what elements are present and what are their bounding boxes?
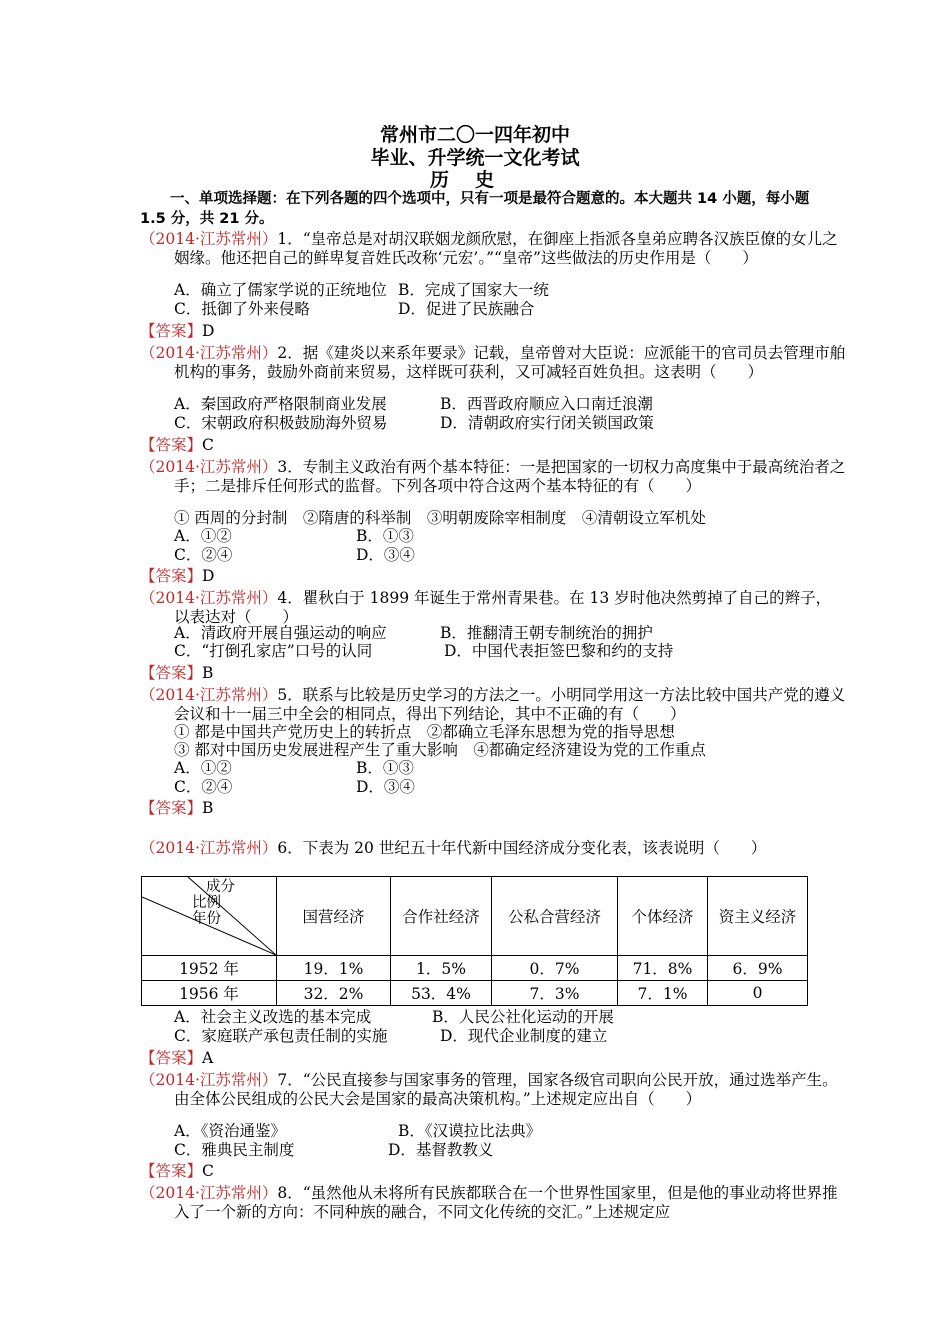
option-c[interactable]: C．“打倒孔家店”口号的认同	[174, 642, 373, 660]
question-8	[140, 1184, 846, 1222]
answer-label: 【答案】	[140, 1049, 203, 1067]
question-source: （2014·江苏常州）	[140, 230, 278, 248]
option-d[interactable]: D．清朝政府实行闭关锁国政策	[440, 414, 654, 432]
table-cell: 0．7%	[492, 956, 618, 981]
table-cell: 53．4%	[391, 981, 492, 1006]
option-b[interactable]: B．人民公社化运动的开展	[432, 1008, 614, 1026]
option-row	[174, 1008, 614, 1027]
question-5	[140, 686, 846, 724]
answer	[140, 322, 214, 341]
question-6	[140, 839, 812, 858]
table-header-row	[142, 877, 808, 956]
table-cell: 0	[708, 981, 808, 1006]
option-a[interactable]: A．《资治通鉴》	[174, 1122, 286, 1140]
option-row	[174, 778, 415, 797]
exam-title-line1: 常州市二〇一四年初中	[379, 124, 570, 146]
economy-table	[141, 876, 808, 1006]
question-source: （2014·江苏常州）	[140, 589, 278, 607]
answer-label: 【答案】	[140, 436, 203, 454]
answer-label: 【答案】	[140, 799, 203, 817]
answer	[140, 567, 214, 586]
option-row	[174, 414, 654, 433]
answer	[140, 799, 213, 818]
question-source: （2014·江苏常州）	[140, 344, 278, 362]
table-cell: 71．8%	[618, 956, 708, 981]
option-d[interactable]: D．中国代表拒签巴黎和约的支持	[444, 642, 674, 660]
question-stem: 4．瞿秋白于 1899 年诞生于常州青果巷。在 13 岁时他决然剪掉了自己的辫子，以表达对（ ）	[174, 589, 832, 626]
option-d[interactable]: D．基督教教义	[388, 1141, 494, 1159]
answer	[140, 436, 214, 455]
question-stem: 8．“虽然他从未将所有民族都联合在一个世界性国家里，但是他的事业动将世界推入了一个新的方向：不同种族的融合，不同文化传统的交汇。”上述规定应	[174, 1184, 838, 1221]
table-cell: 32．2%	[277, 981, 391, 1006]
corner-label-component: 成分	[206, 879, 235, 895]
option-c[interactable]: C．②④	[174, 778, 233, 796]
question-source: （2014·江苏常州）	[140, 686, 278, 704]
option-row	[174, 527, 414, 546]
question-source: （2014·江苏常州）	[140, 1184, 278, 1202]
option-row	[174, 1141, 493, 1160]
table-cell: 19．1%	[277, 956, 391, 981]
option-row	[174, 395, 653, 414]
table-cell: 7．1%	[618, 981, 708, 1006]
corner-label-year: 年份	[192, 911, 221, 927]
answer-label: 【答案】	[140, 664, 203, 682]
option-a[interactable]: A．清政府开展自强运动的响应	[174, 624, 387, 642]
option-c[interactable]: C．家庭联产承包责任制的实施	[174, 1027, 388, 1045]
exam-title-line2: 毕业、升学统一文化考试	[370, 147, 580, 169]
question-3	[140, 458, 846, 496]
question-stem: 7．“公民直接参与国家事务的管理，国家各级官司职向公民开放，通过选举产生。由全体公民组成的公民大会是国家的最高决策机构。”上述规定应出自（ ）	[174, 1071, 838, 1108]
table-cell: 6．9%	[708, 956, 808, 981]
option-c[interactable]: C．②④	[174, 546, 233, 564]
option-d[interactable]: D．现代企业制度的建立	[440, 1027, 608, 1045]
option-row	[174, 1122, 541, 1141]
exam-subject: 历史	[429, 169, 520, 191]
question-stem: 1．“皇帝总是对胡汉联姻龙颜欣慰，在御座上指派各皇弟应聘各汉族臣僚的女儿之姻缘。他还把自己的鲜卑复音姓氏改称‘元宏’。”“皇帝”这些做法的历史作用是（ ）	[174, 230, 838, 267]
answer-value: C	[202, 1162, 214, 1180]
option-row	[174, 642, 673, 661]
option-a[interactable]: A．①②	[174, 527, 232, 545]
row-year: 1956 年	[142, 981, 277, 1006]
statement-list: ① 都是中国共产党历史上的转折点 ②都确立毛泽东思想为党的指导思想	[174, 723, 675, 741]
option-d[interactable]: D．③④	[356, 778, 415, 796]
option-b[interactable]: B．①③	[356, 527, 414, 545]
option-b[interactable]: B．《汉谟拉比法典》	[398, 1122, 542, 1140]
column-header: 资主义经济	[708, 877, 808, 956]
question-4	[140, 589, 846, 627]
option-a[interactable]: A．①②	[174, 759, 232, 777]
option-a[interactable]: A．社会主义改选的基本完成	[174, 1008, 372, 1026]
option-a[interactable]: A．确立了儒家学说的正统地位	[174, 281, 387, 299]
option-b[interactable]: B．西晋政府顺应入口南迁浪潮	[440, 395, 653, 413]
table-corner-cell	[142, 877, 277, 956]
answer-value: D	[202, 322, 215, 340]
statement-list: ③ 都对中国历史发展进程产生了重大影响 ④都确定经济建设为党的工作重点	[174, 741, 706, 759]
table-row	[142, 956, 808, 981]
question-stem: 2．据《建炎以来系年要录》记载，皇帝曾对大臣说：应派能干的官司员去管理市舶机构的事务，鼓励外商前来贸易，这样既可获利，又可减轻百姓负担。这表明（ ）	[174, 344, 846, 381]
question-source: （2014·江苏常州）	[140, 1071, 278, 1089]
option-c[interactable]: C．抵御了外来侵略	[174, 300, 310, 318]
question-source: （2014·江苏常州）	[140, 458, 278, 476]
answer	[140, 1162, 214, 1181]
option-c[interactable]: C．雅典民主制度	[174, 1141, 295, 1159]
question-2	[140, 344, 846, 382]
question-source: （2014·江苏常州）	[140, 839, 278, 857]
corner-label-ratio: 比例	[192, 895, 221, 911]
answer-value: A	[202, 1049, 214, 1067]
column-header: 合作社经济	[391, 877, 492, 956]
option-b[interactable]: B．推翻清王朝专制统治的拥护	[440, 624, 653, 642]
table-cell: 1．5%	[391, 956, 492, 981]
option-c[interactable]: C．宋朝政府积极鼓励海外贸易	[174, 414, 388, 432]
question-7	[140, 1071, 846, 1109]
answer	[140, 1049, 213, 1068]
answer	[140, 664, 213, 683]
option-row	[174, 546, 415, 565]
table-cell: 7．3%	[492, 981, 618, 1006]
answer-label: 【答案】	[140, 322, 203, 340]
option-row	[174, 759, 414, 778]
column-header: 个体经济	[618, 877, 708, 956]
option-b[interactable]: B．完成了国家大一统	[398, 281, 549, 299]
column-header: 国营经济	[277, 877, 391, 956]
answer-label: 【答案】	[140, 567, 203, 585]
table-row	[142, 981, 808, 1006]
option-row	[174, 300, 534, 319]
option-row	[174, 1027, 607, 1046]
option-b[interactable]: B．①③	[356, 759, 414, 777]
answer-value: B	[202, 799, 214, 817]
answer-value: B	[202, 664, 214, 682]
question-stem: 6．下表为 20 世纪五十年代新中国经济成分变化表，该表说明（ ）	[277, 839, 767, 857]
statement-list: ① 西周的分封制 ②隋唐的科举制 ③明朝废除宰相制度 ④清朝设立军机处	[174, 509, 706, 527]
section-heading: 一、单项选择题：在下列各题的四个选项中，只有一项是最符合题意的。本大题共 14 小题，每小题 1.5 分，共 21 分。	[140, 191, 810, 227]
answer-value: D	[202, 567, 215, 585]
question-1	[140, 230, 846, 268]
question-stem: 5．联系与比较是历史学习的方法之一。小明同学用这一方法比较中国共产党的遵义会议和十一届三中全会的相同点，得出下列结论，其中不正确的有（ ）	[174, 686, 846, 723]
option-d[interactable]: D．③④	[356, 546, 415, 564]
option-a[interactable]: A．秦国政府严格限制商业发展	[174, 395, 387, 413]
option-row	[174, 281, 549, 300]
question-stem: 3．专制主义政治有两个基本特征：一是把国家的一切权力高度集中于最高统治者之手；二是排斥任何形式的监督。下列各项中符合这两个基本特征的有（ ）	[174, 458, 846, 495]
option-row	[174, 624, 653, 643]
option-d[interactable]: D．促进了民族融合	[398, 300, 535, 318]
answer-label: 【答案】	[140, 1162, 203, 1180]
answer-value: C	[202, 436, 214, 454]
row-year: 1952 年	[142, 956, 277, 981]
column-header: 公私合营经济	[492, 877, 618, 956]
